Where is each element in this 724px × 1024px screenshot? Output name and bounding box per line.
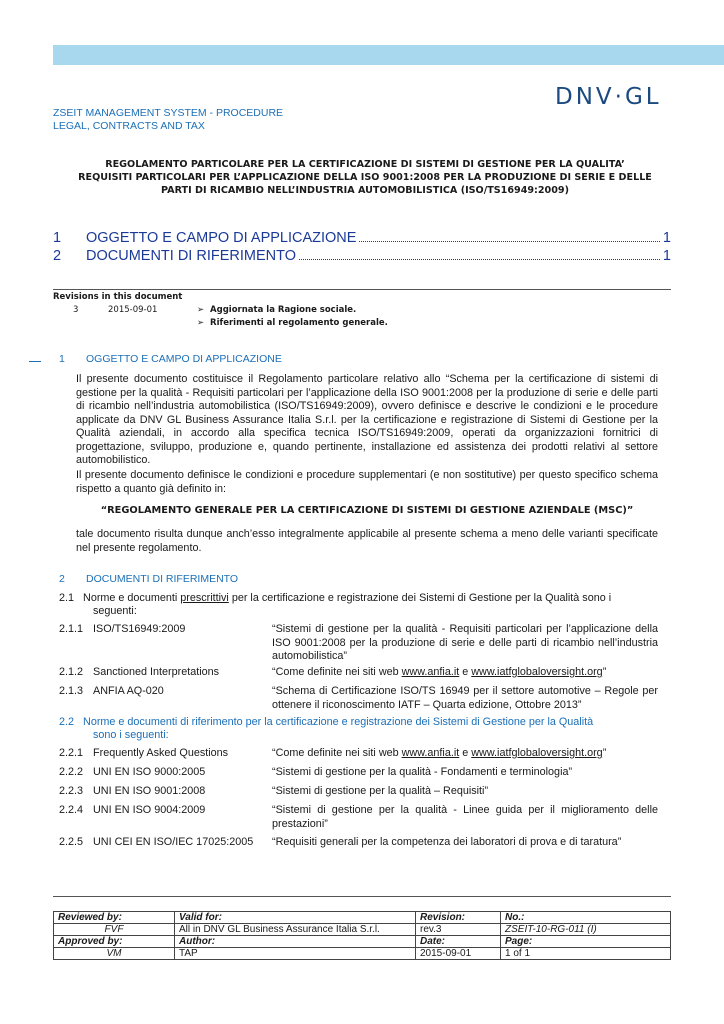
valid-value: All in DNV GL Business Assurance Italia S.r.l. [175,924,416,936]
toc-number: 1 [53,230,62,246]
table-row [54,912,671,924]
revision-change-1: ➢ Aggiornata la Ragione sociale. [197,305,357,315]
toc-entry-2[interactable] [53,248,671,264]
table-row [54,936,671,948]
revisions-divider [53,289,671,290]
item-number: 2.2.5 [59,836,84,848]
subsection-2-1: 2.1 Norme e documenti prescrittivi per la certificazione e registrazione dei Sistemi di Gestione per la Qualità sono i [59,592,612,604]
section-2-title: DOCUMENTI DI RIFERIMENTO [86,573,239,585]
revisions-heading: Revisions in this document [53,292,183,302]
section-2-number: 2 [59,573,65,585]
section-1-paragraph-3: tale documento risulta dunque anch’esso integralmente applicabile al presente schema a meno delle varianti specificate nel presente regolamento. [76,528,658,554]
general-regulation-reference: “REGOLAMENTO GENERALE PER LA CERTIFICAZIONE DI SISTEMI DI GESTIONE AZIENDALE (MSC)” [100,505,634,516]
page-label: Page: [501,936,671,948]
title-line-3: PARTI DI RICAMBIO NELL’INDUSTRIA AUTOMOBILISTICA (ISO/TS16949:2009) [161,185,569,197]
approved-value: VM [54,948,175,960]
author-value: TAP [175,948,416,960]
header-color-band [53,45,724,65]
anfia-link[interactable]: www.anfia.it [401,747,460,759]
footer-divider [53,896,671,897]
item-number: 2.2.1 [59,747,84,759]
toc-leader [359,240,659,242]
toc-number: 2 [53,248,62,264]
revision-value: rev.3 [416,924,501,936]
no-value: ZSEIT-10-RG-011 (I) [501,924,671,936]
item-description: “Schema di Certificazione ISO/TS 16949 per il settore automotive – Regole per ottenere il riconoscimento IATF – Quarta edizione, Ottobre 2013” [272,685,658,711]
title-line-2: REQUISITI PARTICOLARI PER L’APPLICAZIONE DELLA ISO 9001:2008 PER LA PRODUZIONE DI SERIE E DELLE [78,172,652,184]
toc-leader [299,258,660,260]
item-number: 2.2.3 [59,785,84,797]
item-description: “Requisiti generali per la competenza dei laboratori di prova e di taratura” [272,836,622,848]
revision-change-2: ➢ Riferimenti al regolamento generale. [197,318,388,328]
item-name: ANFIA AQ-020 [93,685,164,697]
item-name: UNI CEI EN ISO/IEC 17025:2005 [93,836,254,848]
table-row [54,948,671,960]
approved-label: Approved by: [54,936,175,948]
item-description: “Sistemi di gestione per la qualità - Fondamenti e terminologia” [272,766,573,778]
toc-page: 1 [662,248,671,264]
item-number: 2.1.3 [59,685,84,697]
approval-table [53,911,671,960]
item-name: UNI EN ISO 9004:2009 [93,804,206,816]
item-name: Frequently Asked Questions [93,747,229,759]
revision-number: 3 [73,305,79,315]
item-number: 2.1.1 [59,623,84,635]
toc-entry-1[interactable] [53,230,671,246]
section-1-paragraph-1: Il presente documento costituisce il Regolamento particolare relativo allo “Schema per la certificazione di sistemi di gestione per la qualità - Requisiti particolari per l’applicazione della ISO 9001:2008 per la produzione di serie e delle parti di ricambio nell’industria automobilistica (ISO/TS16949:2009), ovvero definisce e descrive le condizioni e le procedure applicate da DNV GL Business Assurance Italia S.r.l. per la certificazione e registrazione di Sistemi di Gestione per la Qualità aziendali, in accordo alla specifica tecnica ISO/TS16949:2009, operati da organizzazioni fornitrici di progettazione, sviluppo, produzione e, quando pertinente, installazione ed assistenza dei prodotti relativi al settore automobilistico. [76,373,658,466]
valid-label: Valid for: [175,912,416,924]
item-number: 2.1.2 [59,666,84,678]
subsection-2-1-cont: seguenti: [93,605,137,617]
section-1-paragraph-2: Il presente documento definisce le condizioni e procedure supplementari (e non sostitutive) per questo specifico schema rispetto a quanto già definito in: [76,469,658,495]
system-line-1: ZSEIT MANAGEMENT SYSTEM - PROCEDURE [53,107,284,119]
item-description: “Come definite nei siti web www.anfia.it e www.iatfglobaloversight.org” [272,747,607,759]
section-1-number: 1 [59,353,65,365]
item-description: “Sistemi di gestione per la qualità – Requisiti” [272,785,489,797]
iatf-link[interactable]: www.iatfglobaloversight.org [471,666,603,678]
subsection-2-2: 2.2 Norme e documenti di riferimento per la certificazione e registrazione dei Sistemi di Gestione per la Qualità [59,716,594,728]
item-description: “Come definite nei siti web www.anfia.it e www.iatfglobaloversight.org” [272,666,607,678]
item-name: Sanctioned Interpretations [93,666,220,678]
section-marker [29,361,41,362]
page-value: 1 of 1 [501,948,671,960]
system-line-2: LEGAL, CONTRACTS AND TAX [53,120,205,132]
document-title [60,158,670,198]
no-label: No.: [501,912,671,924]
author-label: Author: [175,936,416,948]
anfia-link[interactable]: www.anfia.it [401,666,460,678]
table-row [54,924,671,936]
toc-title: DOCUMENTI DI RIFERIMENTO [86,248,296,264]
item-name: UNI EN ISO 9000:2005 [93,766,206,778]
section-1-title: OGGETTO E CAMPO DI APPLICAZIONE [86,353,282,365]
date-label: Date: [416,936,501,948]
item-name: ISO/TS16949:2009 [93,623,186,635]
toc-title: OGGETTO E CAMPO DI APPLICAZIONE [86,230,357,246]
iatf-link[interactable]: www.iatfglobaloversight.org [471,747,603,759]
toc-page: 1 [662,230,671,246]
prescrittivi-link[interactable]: prescrittivi [180,592,229,604]
revision-date: 2015-09-01 [108,305,158,315]
subsection-2-2-cont: sono i seguenti: [93,729,169,741]
date-value: 2015-09-01 [416,948,501,960]
reviewed-label: Reviewed by: [54,912,175,924]
item-number: 2.2.2 [59,766,84,778]
item-name: UNI EN ISO 9001:2008 [93,785,206,797]
reviewed-value: FVF [54,924,175,936]
dnvgl-logo: DNV·GL [555,84,662,110]
item-number: 2.2.4 [59,804,84,816]
item-description: “Sistemi di gestione per la qualità - Linee guida per il miglioramento delle prestazioni” [272,804,658,830]
item-description: “Sistemi di gestione per la qualità - Requisiti particolari per l’applicazione della ISO 9001:2008 per la produzione di serie e delle parti di ricambio nell’industria automobilistica” [272,623,658,662]
title-line-1: REGOLAMENTO PARTICOLARE PER LA CERTIFICAZIONE DI SISTEMI DI GESTIONE PER LA QUALITA’ [105,159,625,170]
revision-label: Revision: [416,912,501,924]
